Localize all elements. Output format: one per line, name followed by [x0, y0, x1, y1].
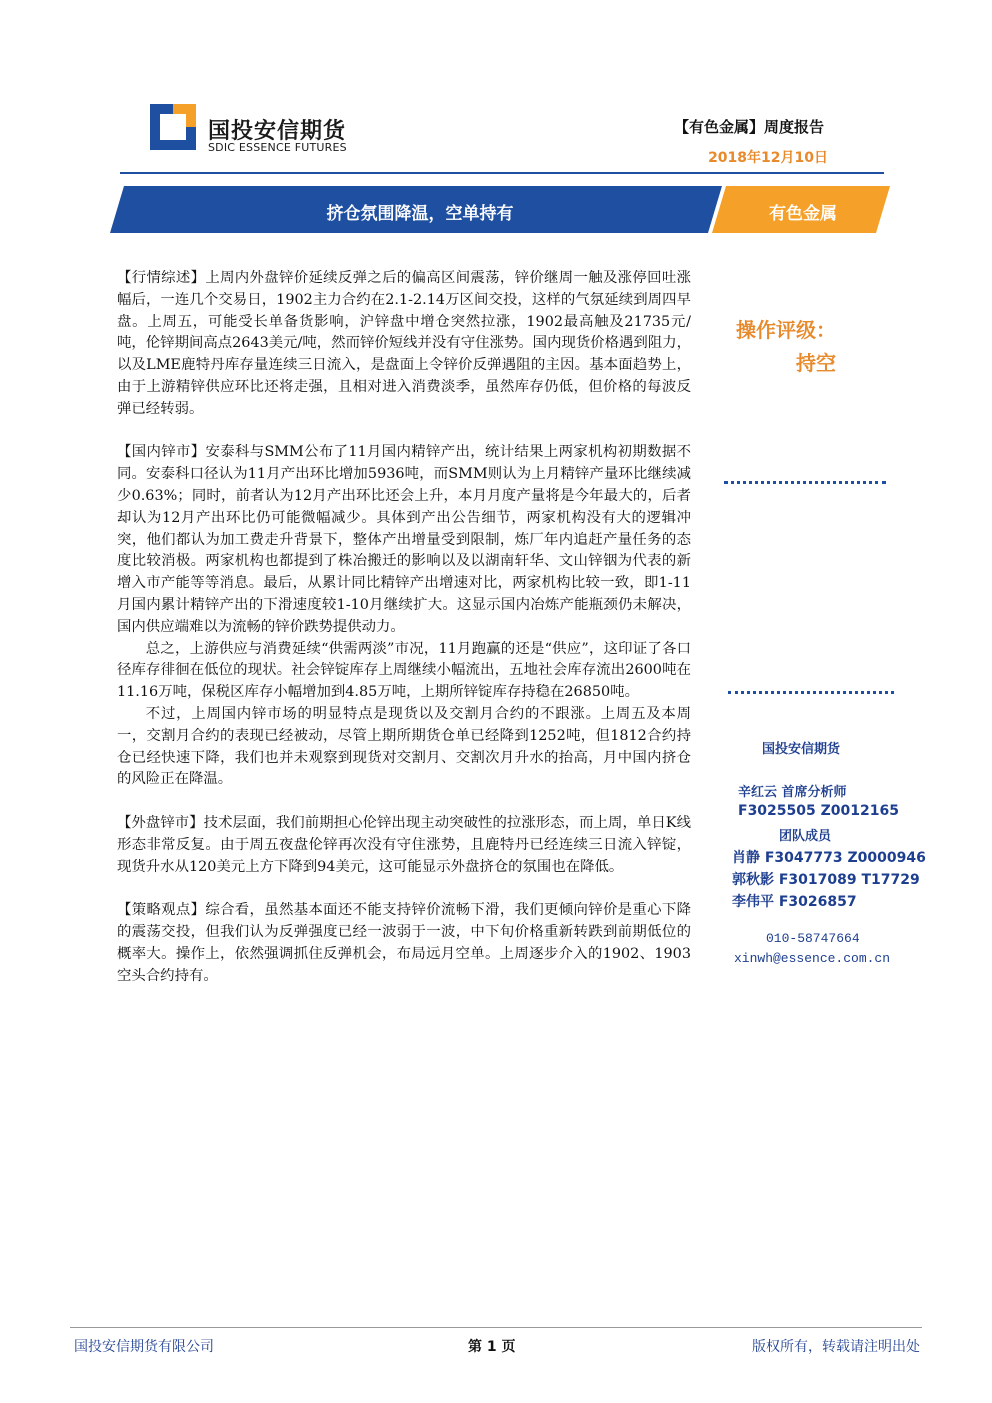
- supply-demand-paragraph: 总之，上游供应与消费延续“供需两淡”市况，11月跑赢的还是“供应”，这印证了各口径库存徘徊在低位的现状。社会锌锭库存上周继续小幅流出，五地社会库存流出2600吨在11.16万吨，保税区库存小幅增加到4.85万吨，上期所锌锭库存持稳在26850吨。: [117, 640, 691, 701]
- sidebar-divider-bottom: [728, 691, 894, 694]
- footer-company: 国投安信期货有限公司: [74, 1339, 214, 1355]
- report-body: [117, 268, 691, 1009]
- market-overview-paragraph: [117, 268, 691, 421]
- analyst-license: F3025505 Z0012165: [738, 803, 899, 819]
- team-label: 团队成员: [779, 829, 832, 844]
- section-tag-strategy: 【策略观点】: [117, 902, 206, 919]
- rating-value: 持空: [796, 351, 836, 375]
- delivery-contract-paragraph: 不过，上周国内锌市场的明显特点是现货以及交割月合约的不跟涨。上周五及本周一，交割月合约的表现已经被动，尽管上期所期货仓单已经降到1252吨，但1812合约持仓已经快速下降，我们也并未观察到现货对交割月、交割次月升水的抬高，月中国内挤仓的风险正在降温。: [117, 705, 691, 788]
- company-logo: [150, 104, 196, 150]
- domestic-market-text: 安泰科与SMM公布了11月国内精锌产出，统计结果上两家机构初期数据不同。安泰科口径认为11月产出环比增加5936吨，而SMM则认为上月精锌产量环比继续减少0.63%；同时，前者认为12月产出环比还会上升，本月月度产量将是今年最大的，后者却认为12月产出环比仍可能微幅减少。具体到产出公告细节，两家机构没有大的逻辑冲突，他们都认为加工费走升背景下，整体产出增量受到限制，炼厂年内追赶产量任务的态度比较消极。两家机构也都提到了株冶搬迁的影响以及以湖南轩华、文山锌铟为代表的新增入市产能等等消息。最后，从累计同比精锌产出增速对比，两家机构比较一致，即1-11月国内累计精锌产出的下滑速度较1-10月继续扩大。这显示国内冶炼产能瓶颈仍未解决，国内供应端难以为流畅的锌价跌势提供动力。: [117, 444, 691, 635]
- section-tag-domestic: 【国内锌市】: [117, 444, 206, 461]
- team-member-3: 李伟平 F3026857: [732, 894, 857, 910]
- report-type: 【有色金属】周度报告: [673, 118, 824, 136]
- footer-copyright: 版权所有，转载请注明出处: [752, 1339, 920, 1355]
- header-divider: [120, 172, 884, 174]
- logo-chinese-name: 国投安信期货: [208, 119, 347, 144]
- strategy-paragraph: [117, 900, 691, 987]
- overseas-market-paragraph: [117, 813, 691, 878]
- strategy-text: 综合看，虽然基本面还不能支持锌价流畅下滑，我们更倾向锌价是重心下降的震荡交投，但我们认为反弹强度已经一波弱于一波，中下旬价格重新转跌到前期低位的概率大。操作上，依然强调抓住反弹机会，布局远月空单。上周逐步介入的1902、1903空头合约持有。: [117, 902, 691, 984]
- sidebar-divider-top: [724, 481, 886, 484]
- report-date: 2018年12月10日: [708, 150, 828, 166]
- section-tag-overseas: 【外盘锌市】: [117, 814, 204, 831]
- team-member-2: 郭秋影 F3017089 T17729: [732, 872, 920, 888]
- page-number: 第 1 页: [468, 1339, 516, 1355]
- report-title: 挤仓氛围降温，空单持有: [326, 204, 514, 224]
- overseas-market-text: 技术层面，我们前期担心伦锌出现主动突破性的拉涨形态，而上周，单日K线形态非常反复。由于周五夜盘伦锌再次没有守住涨势，且鹿特丹已经连续三日流入锌锭，现货升水从120美元上方下降到94美元，这可能显示外盘挤仓的氛围也在降低。: [117, 814, 691, 875]
- section-tag-overview: 【行情综述】: [117, 270, 206, 286]
- footer-divider: [70, 1327, 922, 1328]
- sidebar-company: 国投安信期货: [762, 742, 841, 757]
- team-member-1: 肖静 F3047773 Z0000946: [732, 850, 926, 866]
- sector-label: 有色金属: [769, 204, 837, 224]
- rating-label: 操作评级：: [736, 318, 836, 342]
- contact-email[interactable]: xinwh@essence.com.cn: [734, 951, 891, 966]
- logo-english-name: SDIC ESSENCE FUTURES: [208, 141, 347, 154]
- contact-phone: 010-58747664: [766, 931, 860, 946]
- market-overview-text: 上周内外盘锌价延续反弹之后的偏高区间震荡，锌价继周一触及涨停回吐涨幅后，一连几个交易日，1902主力合约在2.1-2.14万区间交投，这样的气氛延续到周四早盘。上周五，可能受长单备货影响，沪锌盘中增仓突然拉涨，1902最高触及21735元/吨，伦锌期间高点2643美元/吨，然而锌价短线并没有守住涨势。国内现货价格遇到阻力，以及LME鹿特丹库存量连续三日流入，是盘面上令锌价反弹遇阻的主因。基本面趋势上，由于上游精锌供应环比还将走强，且相对进入消费淡季，虽然库存仍低，但价格的每波反弹已经转弱。: [117, 270, 691, 417]
- domestic-market-paragraph: [117, 442, 691, 638]
- analyst-name: 辛红云 首席分析师: [738, 785, 847, 800]
